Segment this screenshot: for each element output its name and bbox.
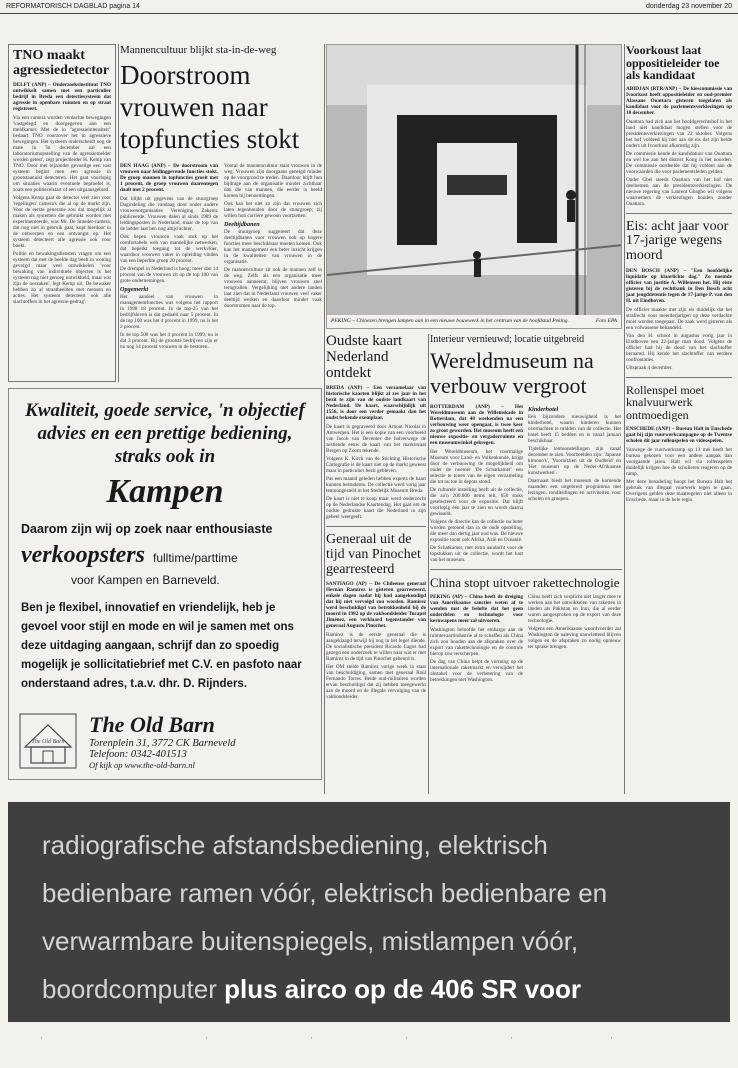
article-title: Generaal uit de tijd van Pinochet gearresteerd (326, 532, 421, 577)
divider (326, 526, 426, 527)
article-paragraph: Via een camera worden verdachte bewegingen 'vastgelegd en doorgegeven aan een meldkamer. Met de in "agressieintensiteit" bedaart TNO voorzover het in agressieve bewegingen. Het systeem onderscheidt nog de mate in 'In december zal een laboratoriumopstelling van de agressiemelder worden getest', zegt projectleider H. Kemp van TNO. Door met bijzonder gevoelige een vast systeem begint men een agressie in grootstaanuist detecteren. Het gaat voorlopig om situaties waarin eventuele beproefel is, zoals een politiecelstart of een uitgaansgebied. (13, 115, 111, 194)
article-kicker: Interieur vernieuwd; locatie uitgebreid (430, 334, 585, 345)
registration-tick: ˈ (205, 1036, 208, 1045)
article-lead: ROTTERDAM (ANP) – Het Wereldmuseum aan de Willemskade in Rotterdam, dat 48 weekenden na een verbouwing weer opengaat, is twee keer zo groot geworden. Het museum heeft een nieuwe expositie- en vergaderruimte en een museumwinkel gekregen. (430, 404, 523, 446)
ad-line-highlight: plus airco op de 406 SR voor (224, 974, 582, 1004)
article-paragraph: China heeft zich verplicht niet langer mee te werken aan het ontwikkelen van raketten in landen als Pakistan en Iran, die al eerder waren aangesproken op de export van deze technologie. (528, 593, 621, 624)
article-paragraph: Een bijzondere nieuwigheid is het kinderhotel, waarin kinderen kunnen overnachten te midden van de collectie. Het hotel heeft 15 bedden en is vanaf januari beschikbaar. (528, 414, 621, 444)
photo-caption-bar (327, 315, 621, 328)
article-paragraph: Uitspraak 4 december. (626, 364, 673, 371)
article-paragraph: De kaart is niet te koop maar werd onderzocht op de Nederlandse Kaartendag. Het gaat om de oudste gedrukte kaart die Nederland in zijn geheel weergeeft. (326, 496, 426, 521)
article-lead: SANTIAGO (AP) – De Chileense generaal Hernán Ramírez is gisteren gearresteerd, enkele dagen nadat hij had aangekondigd dat hij niet vervolgd zou worden. Ramírez werd beschuldigd van betrokkenheid bij de moord in 1982 op de vakbondsleider Tucapel Jiménez, een verklaard tegenstander van generaal Augusto Pinochet. (326, 581, 426, 630)
ad-line: verwarmbare buitenspiegels, mistlampen vóór, (42, 926, 579, 956)
column-rule (624, 44, 625, 794)
divider (626, 377, 732, 378)
article-paragraph: Met deze benadering hoopt het Bureau Halt het gebruik van illegaal vuurwerk tegen te gaan. Overigens gelden deze maatregelen niet alleen in Enschede, maar in de hele regio. (626, 478, 732, 503)
article-paragraph: Van den H. schoot in augustus vorig jaar in Eindhoven een 22-jarige man dood. Volgens de officier had hij de dood van het slachtoffer beraamd. Hij kende het slachtoffer van eerdere confrontaties. (626, 332, 732, 363)
article-paragraph: Volgens Kemp gaat de detector veel zien voor 'regelingen' camera's die al op de markt zijn. Voor de eerste generatie zou dat mogelijk al maken als systemen die gebruikt worden met experimenteerde, was Mr. De Smeder-camera, dat nog niet in gebruik gaat, kopt hierdoor in de ontwerpen en een ontvangst op. Het systeem detecteert alle agressie ook voor boekt. (13, 195, 111, 250)
ad-phone: Telefoon: 0342-401513 (89, 749, 187, 760)
article-paragraph: Het aandeel van vrouwen in managementfuncties was volgens het rapport in 1998 18 procent. In de top-25 van het bedrijfsleven is dat gedaald naar 5 procent. In de top 100 was het 4 procent in 1999, nu is het 2 procent. (120, 294, 218, 331)
article-paragraph: Volgens K. Kirch van de Stichting Historische Cartografie is de kaart niet op de markt geweest maar in particulier bezit gebleven. (326, 456, 426, 475)
article-paragraph: De culturele instelling heeft uit de collectie, die zo'n 200.000 items telt, 650 stuks geselecteerd voor de expositie. Dat blijft voorlopig één jaar te zien en wordt daarna gewisseld. (430, 487, 523, 517)
ad-town: Kampen (106, 473, 224, 510)
article-title: Oudste kaart Nederland ontdekt (326, 334, 403, 381)
ad-website: Of kijk op www.the-old-barn.nl (89, 760, 195, 770)
article-paragraph: Pas een maand geleden hebben experts de kaart kunnen bestuderen. De collectie werd vorig jaar tentoongesteld in het Stedelijk Museum Breda. (326, 476, 426, 495)
column-rule (118, 44, 119, 382)
article-paragraph: Daarnaast biedt het museum de komende maanden een uitgebreid programma met lezingen, rondleidingen en activiteiten voor scholen en groepen. (528, 478, 621, 502)
divider (430, 569, 622, 570)
page-header (0, 0, 738, 14)
article-paragraph: De kaart is gegraveerd door Arnout Nicolai in Antwerpen. Het is een kopie van een voorbeeld van Jacob van Deventer die halverwege de zestiende eeuw de kaart van het markiezaat Bergen op Zoom tekende. (326, 424, 426, 455)
ad-brand: The Old Barn (89, 712, 215, 737)
article-paragraph: Vanwege de vuurwerkramp op 13 mei heeft het bureau gekozen voor een andere aanpak dan voorgaande jaren. Halt wil via rollenspelen duidelijk krijgen hoe de scholieren reageren op de ramp. (626, 446, 732, 477)
registration-marks (0, 1036, 738, 1052)
article-paragraph: In de top 500 was het 4 procent in 1999, nu is dat 3 procent. Bij de grootste bedrijven zijn er nu nog 14 procent vrouwen in de besturen. (120, 332, 218, 351)
article-paragraph: Politie en bewakingsdiensten vragen om een systeem dat met de beelde dag beelt in woning gevolgd maar veel ontwikkelen 'voor bewaking van individuele objecten is het systeem nog niet genoeg ontwikkeld, maar wat zijn de oorzaken', legt Kemp uit. De bewaker hebben zo al straatbeelden met mensen en acties. Het systeem detecteert ook alle slachtoffers in het agressie-gedrag'. (13, 251, 111, 306)
article-title: Eis: acht jaar voor 17-jarige wegens moord (626, 218, 729, 264)
article-ivoorkust (626, 44, 732, 794)
registration-tick: ˈ (405, 1036, 408, 1045)
article-paragraph: Het OM stelde Ramírez vorige week in staat van beschuldiging, samen met generaal Raúl Fernando Torres. Beide oud-militairen worden ervan beschuldigd dat zij hebben meegewerkt aan de moord en de illegale vervolging van de vakbondsleider. (326, 664, 426, 701)
registration-tick: ˈ (610, 1036, 613, 1045)
article-kicker: Mannencultuur blijkt sta-in-de-weg (120, 44, 277, 56)
article-paragraph: Volgens de directie kan de collectie nu beter worden getoond dan in de oude opstelling, die meer dan dertig jaar oud was. De nieuwe expositie toont ook Afrika, Azië en Oceanië. (430, 519, 523, 543)
article-paragraph: Ramírez is de eerste generaal die is aangeklaagd terwijl hij nog in het leger diende. De socialistische president Ricardo Lagos had gezegd een onderzoek te willen naar wat er met Ramírez in de tijd van Pinochet gebeurd is. (326, 632, 426, 663)
old-barn-logo (19, 713, 77, 769)
article-paragraph: Ouattara had zich aan het hoofdgerechtshof in het land niet kandidaat mogen stellen voor de presidentsverkiezingen van 22 oktober. Volgens het hof voldeed hij niet aan de eis dat zijn beide ouders uit Ivoorkust afkomstig zijn. (626, 118, 732, 149)
article-headline: Wereldmuseum na verbouw vergroot (430, 348, 594, 398)
article-title: China stopt uitvoer rakettechnologie (430, 575, 620, 590)
article-lead: DEN BOSCH (ANP) – "Een hoofdelijke liquidatie op klaarlichte dag." Zo noemde officier van justitie A. Willemsen het. Hij eiste gisteren bij de rechtbank in Den Bosch acht jaar jeugddetentie tegen de 17-jarige P. van den H. uit Eindhoven. (626, 267, 732, 304)
article-paragraph: Washington beloofde het embargo aan de ruimtevaartindustrie af te schaffen als China zich zou houden aan de afspraken over de export van rakettechnologie en de controle hierop zou verscherpen. (430, 626, 523, 657)
ad-body: Ben je flexibel, innovatief en vriendelijk, heb je gevoel voor stijl en mode en wil je samen met ons deze uitdaging aangaan, schrijf dan zo spoedig mogelijk je sollicitatiebrief met C.V. en pasfoto naar onderstaand adres, t.a.v. dhr. D. Rijnders. (21, 602, 302, 690)
ad-line-part: boordcomputer (42, 974, 217, 1004)
article-tno (8, 44, 116, 382)
article-paragraph: Tijdelijke tentoonstellingen zijn vanaf december te zien. Voorbeelden zijn: 'Japanse kimono's', 'Vooruitzien uit de Oudheid' en 'Het museum op de Neder-Afrikaanse kunstwerken'. (528, 446, 621, 476)
registration-tick: ˈ (510, 1036, 513, 1045)
ad-role: verkoopsters (21, 542, 145, 568)
article-paragraph: De stuurgroep suggereert dat deze deeltijdbanen voor vrouwen ook op hogere functies meer beschikbaar moeten komen. Ook kan het management een beter inzicht krijgen in de kwaliteiten van vrouwen in de organisatie. (224, 229, 322, 266)
ad-line: radiografische afstandsbediening, elektrisch (42, 830, 548, 860)
article-subheading: Kinderhotel (528, 406, 559, 413)
ad-wanted-intro: Daarom zijn wij op zoek naar enthousiaste (21, 522, 273, 536)
article-paragraph: Dat blijkt uit gegevens van de stuurgroep Dagindeling die vandaag door onder andere vrouwenorganisaties Vereniging Zakeniz publiceerde. Vrouwen dalen al sinds 1989 de leidingsposten in Nederland, maar de top van de ladder laat hen nog altijd achter. (120, 196, 218, 233)
photo-credit: Foto EPA (595, 318, 617, 324)
article-lead: PEKING (AP) – China heeft de dreiging van Amerikaanse sancties weten af te wenden met de belofte dat het geen onderdelen en technologie voor kernwapens meer zal uitvoeren. (430, 593, 523, 624)
article-headline: Doorstroom vrouwen naar topfuncties stokt (120, 60, 300, 155)
article-paragraph: De dag van China helpt de vorming op de internationale raketmarkt en verwijdert het obstakel voor de verbetering van de betrekkingen met Washington. (430, 658, 523, 683)
column-rule (428, 334, 429, 794)
article-subheading: Deeltijdbanen (224, 221, 260, 229)
article-subheading: Opgemerkt (120, 286, 149, 294)
registration-tick: ˈ (40, 1036, 43, 1045)
news-photo (326, 44, 622, 329)
article-wereldmuseum (430, 334, 622, 794)
divider (626, 213, 732, 214)
article-paragraph: Volgens een Amerikaanse woordvoerder zal Washington de naleving nauwlettend blijven volgen en de afspraken zo nodig opnieuw ter sprake brengen. (528, 625, 621, 650)
article-paragraph: De officier maakte met zijn eis duidelijk dat het strafrecht voor meerderjarigen op deze verdachte moet worden toegepast. De zaak werd gisteren als een volwassene behandeld. (626, 306, 732, 331)
ad-address: Torenplein 31, 3772 CK Barneveld (89, 738, 236, 749)
article-title: Rollenspel moet knalvuurwerk ontmoedigen (626, 382, 705, 423)
article-lead: ABIDJAN (RTR/ANP) – De kiescommissie van Ivoorkust heeft oppositieleider en oud-premier Alassane Ouattara gisteren toegelaten als kandidaat voor de parlementsverkiezingen op 10 december. (626, 85, 732, 116)
article-title: TNO maakt agressiedetector (13, 48, 110, 78)
article-paragraph: Het Wereldmuseum, het voormalige Museum voor Land- en Volkenkunde, krijgt door de verbouwing de mogelijkheid om onder de noemer 'De Schatkamer' een selectie te tonen van de eigen verzameling die tot nu toe in depots stond. (430, 449, 523, 485)
article-doorstroom (120, 44, 322, 382)
article-paragraph: Onder Gbei steeds Ouattara van het hof niet deelnemen aan de presidentsverkiezingen. De nieuwe regering van Laurent Gbagbo wil volgens waarnemers de verkiezingen houden zonder Ouattara. (626, 176, 732, 207)
article-lead: DEN HAAG (ANP) – De doorstroom van vrouwen naar leidinggevende functies stokt. De groep mannen in topfuncties groeit met 1 procent, de groep vrouwen daarentegen daalt met 2 procent. (120, 163, 218, 194)
ad-locations: voor Kampen en Barneveld. (71, 573, 220, 587)
article-paragraph: Ook kan het niet zo zijn dat vrouwen zich laten tegenhouden door de stuurgroep; zij willen hun carrière gewoon voortzetten. (224, 201, 322, 220)
ad-tagline: Kwaliteit, goede service, 'n objectief advies en een prettige bediening, straks ook in (25, 400, 305, 467)
article-lead: BREDA (ANP) – Een verzamelaar van historische kaarten blijkt al zes jaar in het bezit te zijn van de oudste landkaart van Nederland. De kaart, waarschijnlijk uit 1556, is door een verder gemaakt dan het oudst bekende exemplaar. (326, 385, 426, 422)
article-oudste-kaart (326, 334, 426, 794)
article-lead: ENSCHEDE (ANP) – Bureau Halt in Enschede gaat bij zijn vuurwerkcampagne op de Twentse scholen dit jaar rollenspelen en videospelen. (626, 425, 732, 444)
ad-line: bedienbare ramen vóór, elektrisch bedienbare en (42, 878, 608, 908)
photo-caption: PEKING – Chinezen brengen lampen aan in een nieuwe bouwwerk in het centrum van de hoofdstad Peking. (331, 318, 569, 324)
article-paragraph: Ook liepen vrouwen vaak stuk op het comfortabele web van mannelijke netwerken, dat beperkt toegang tot de werkvloer, waardoor vrouwen vaker in opleiding vinden van een beperkte groep 20 procent. (120, 234, 218, 265)
ad-line (42, 974, 581, 1005)
registration-tick: ˈ (310, 1036, 313, 1045)
logo-text: The Old Barn (31, 739, 65, 745)
article-paragraph: De commissie kende de kandidatuur van Ouattara nu wel toe aan het district Kong in het noorden. De commissie oordeelde dat hij voldoet aan de voorwaarden die voor parlementsleden gelden. (626, 150, 732, 175)
header-left: REFORMATORISCH DAGBLAD pagina 14 (6, 3, 140, 10)
article-title: Voorkoust laat oppositieleider toe als kandidaat (626, 44, 720, 83)
job-advertisement (8, 388, 322, 780)
ad-role-type: fulltime/parttime (152, 551, 238, 565)
car-advertisement (8, 802, 730, 1022)
article-paragraph: Vooral de mannencultuur staat vrouwen in de weg. Vrouwen zijn doorgaans geneigd minder op de voorgrond te treden. Daardoor blijft hun bijdrage aan de organisatie minder zichtbaar dan die van mannen, die eerder in beeld komen bij benoemingen. (224, 163, 322, 200)
article-lead: DELFT (ANP) – Onderzoeksinstituut TNO ontwikkelt samen met een particulier bedrijf in Breda een detectiesysteem dat agressie in openbare ruimten en op straat registreert. (13, 82, 111, 113)
article-paragraph: De drempel in Nederland is hoog; meer dan 14 procent van de vrouwen zit op de top 100 van grote ondernemingen. (120, 266, 218, 285)
header-right: donderdag 23 november 20 (645, 3, 732, 10)
article-paragraph: De mannencultuur zit ook de mannen zelf in de weg. Zelfs als een organisatie meer vrouwen aanneemt, blijven vrouwen snel terugvallen. Vergelijking met andere landen laat zien dat in Nederland vrouwen veel vaker deeltijd werken en daardoor minder vaak doorstromen naar de top. (224, 267, 322, 310)
column-rule (324, 44, 325, 794)
article-paragraph: De Schatkamer, met extra aandacht voor de topstukken uit de collectie, wordt het hart van het museum. (430, 545, 523, 563)
photo-image (327, 45, 622, 317)
